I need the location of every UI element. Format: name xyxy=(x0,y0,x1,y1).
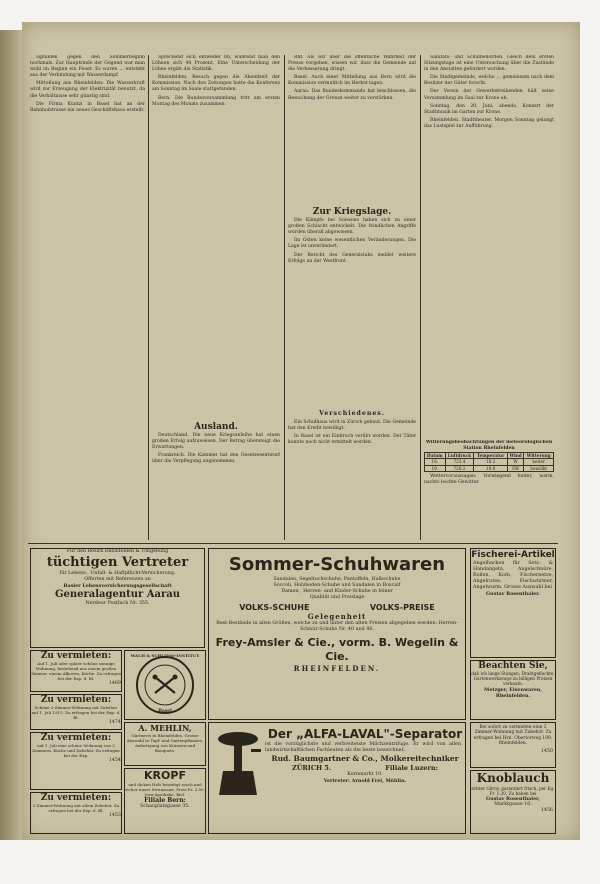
ad-knoblauch xyxy=(470,770,556,834)
ad-text: für Lebens-, Unfall- & Haftpflicht-Versicherung. xyxy=(59,571,176,576)
ad-slogan: VOLKS-SCHUHE xyxy=(239,603,310,612)
column-rule xyxy=(284,55,285,540)
paragraph: Sprechend sich entweder 0b, während man den Löhnen sich 40 Prozent. Eine Unterscheidung der Löhne ergibt die Statistik. xyxy=(152,55,280,73)
ad-title: A. MEHLIN, xyxy=(138,723,192,733)
weather-cell: 18.2 xyxy=(474,459,507,465)
paragraph: Die Kämpfe bei Soissons haben sich zu einer großen Schlacht entwickelt. Die feindlichen Angriffe wurden überall abgewiesen. xyxy=(288,218,416,236)
ad-text: Auf 1. Juli oder später schöne sonnige Wohnung, bestehend aus einem großen Zimmer, einem Alkoven, Küche. Zu erfragen bei der Exp. d. Bl. xyxy=(31,661,121,681)
ad-text: Sandalen, Segeltuchschuhe, Pantoffeln, Halbschuhe xyxy=(273,577,401,582)
ad-firm: Gustav Rosenthaler, xyxy=(485,796,541,803)
war-news-column xyxy=(288,205,416,405)
paragraph: Die Stadtgemeinde, welche ... gemeinsam nach dem Besitzer der Güter forscht. xyxy=(424,75,554,87)
weather-cell: SW xyxy=(507,465,524,471)
ad-branch: Filiale Luzern: xyxy=(385,764,438,772)
ad-text: Schöne 2-Zimmer-Wohnung mit Zubehör auf 1. Juli 1915. Zu erfragen bei der Exp. d. Bl. xyxy=(31,705,121,720)
paragraph: Rhf. Als wir über die öffentliche Wahrheit der Presse vorgehen, wissen wir, dass die Gemeinde auf die Verbesserung dringt. xyxy=(288,55,416,73)
paragraph: Frankreich. Die Kammer hat den Gesetzesentwurf über die Verpflegung angenommen. xyxy=(152,453,280,465)
paragraph: Der Verein der Gewerbetreibenden hält seine Versammlung im Saal zur Krone ab. xyxy=(424,89,554,101)
paragraph: Isphilden gegen den Sommerbeginn nochmals. Zur Hauptrinde der Gegend war man wohl im Beginn ein Feuer. Es waren ... entsteht aus der Verbindung mit Wasserdampf. xyxy=(30,55,145,79)
volks-row xyxy=(209,603,465,612)
ad-title: Der „ALFA-LAVAL"-Separator xyxy=(267,727,463,741)
ad-text: Marktgasse 10. xyxy=(494,802,532,808)
ad-title: Zu vermieten: xyxy=(40,793,112,803)
paragraph: Ein Schulhaus wird in Zürich gebaut. Die Gemeinde hat den Kredit bewilligt. xyxy=(288,420,416,432)
ad-title: Knoblauch xyxy=(476,771,550,785)
paragraph: Wettervoraussagen: Vorwiegend heiter, warm, nachts leichte Gewitter. xyxy=(424,473,554,485)
ad-text: Qualität und Preislage xyxy=(309,595,365,600)
weather-header: Witterung xyxy=(524,453,554,459)
paragraph: Der Bericht des Generalstabs meldet weitere Erfolge an der Westfront. xyxy=(288,252,416,264)
weather-cell: W xyxy=(507,459,524,465)
ad-wach-institut xyxy=(124,650,206,720)
ad-title: Zu vermieten: xyxy=(40,733,112,743)
ad-title: tüchtigen Vertreter xyxy=(46,555,189,570)
ad-number: 1456 xyxy=(540,808,553,814)
ad-zu-vermieten-1 xyxy=(30,650,122,692)
weather-cell: 19. xyxy=(425,465,446,471)
ad-text: echter Gilroy, garantiert frisch, per Kg. Fr. 1.20. Zu haben bei xyxy=(471,786,555,797)
ad-vertreter xyxy=(30,548,205,648)
headline-war: Zur Kriegslage. xyxy=(312,207,392,217)
paragraph: Aarau. Das Bundeskommando hat beschlossen, die Bewachung der Grenze weiter zu verstärken. xyxy=(288,89,416,101)
paragraph: Die Firma Küntzi in Basel hat an der Bahnhofstrasse ein neues Geschäftshaus erstellt. xyxy=(30,101,145,113)
ad-number: 1474 xyxy=(108,720,121,725)
ad-text: Für den Bezirk Rheinfelden & Umgebung xyxy=(66,549,169,554)
ad-town: ZÜRICH 5. xyxy=(291,764,332,772)
ad-text: Vertreter: Arnold Frei, Möhlin. xyxy=(323,778,407,784)
column-rule xyxy=(420,55,421,540)
ad-text: auf 1. Juli eine schöne Wohnung von 3 Zimmern, Küche und Zubehör. Zu erfragen bei der Exp. xyxy=(32,743,120,758)
text-column-3 xyxy=(288,55,416,205)
weather-header: Luftdruck xyxy=(445,453,474,459)
ad-title: KROPF xyxy=(144,769,186,782)
text-column-2 xyxy=(152,55,280,395)
ad-fischerei xyxy=(470,548,556,658)
text-column-4 xyxy=(424,55,554,355)
ad-text: und dicken Hals beseitigt rasch und sicher unser Strumasan. Preis Fr. 2.50. Jura-Apotheke, Biel. xyxy=(125,782,205,797)
paragraph: In Basel ist ein Einbruch verübt worden. Der Täter konnte noch nicht ermittelt werden. xyxy=(288,434,416,446)
ad-title: Fischerei-Artikel xyxy=(471,550,555,560)
ad-bei-sofort xyxy=(470,722,556,768)
weather-title: Witterungsbeobachtungen der meteorologischen Station Rheinfelden xyxy=(425,440,553,452)
ad-mehlin xyxy=(124,722,206,766)
headline-foreign: Ausland. xyxy=(194,422,238,432)
ad-text: Filiale Bern: xyxy=(144,797,186,804)
ad-firm: Metzger, Eisenwaren, Rheinfelden. xyxy=(484,686,542,699)
ad-text: Offerten mit Referenzen an xyxy=(84,577,151,582)
ad-text: Schauplatzgasse 35. xyxy=(140,804,190,809)
weather-cell: 725.4 xyxy=(445,459,474,465)
ad-text: Kornmarkt 10. xyxy=(347,772,383,777)
ad-town: RHEINFELDEN. xyxy=(293,664,381,673)
logo-center-text: Basel xyxy=(158,709,172,714)
weather-table xyxy=(424,452,554,472)
weather-header: Datum xyxy=(425,453,446,459)
paragraph: Deutschland. Die neue Kriegsanleihe hat einen großen Erfolg aufzuweisen. Der Betrag übersteigt die Erwartungen. xyxy=(152,433,280,451)
weather-header: Temperatur xyxy=(474,453,507,459)
ad-text: Gärtnerei in Rheinfelden. Grosse Auswahl in Topf- und Gartenpflanzen. Anfertigung von Kränzen und Bouquets. xyxy=(126,733,204,753)
text-column-1 xyxy=(30,55,145,535)
weather-box xyxy=(424,440,554,540)
mixed-news-column xyxy=(288,408,416,540)
weather-cell: heiter xyxy=(524,459,554,465)
ad-title: Zu vermieten: xyxy=(40,651,112,661)
paragraph: Rheinfelden. Besuch gegen die Abendzeit der Kommission. Nach den Zeitungen hatte die Konferenz am Sonntag im Saale stattgefunden. xyxy=(152,75,280,93)
ad-zu-vermieten-2 xyxy=(30,694,122,730)
ad-firm: Frey-Amsler & Cie., vorm. B. Wegelin & Cie. xyxy=(215,636,459,663)
weather-cell: bewölkt xyxy=(524,465,554,471)
ad-title: Sommer-Schuhwaren xyxy=(228,554,446,575)
ad-zu-vermieten-3 xyxy=(30,732,122,790)
column-rule xyxy=(148,55,149,540)
logo-ring-text: WACH & SCHLIESS-INSTITUT xyxy=(130,653,200,658)
ad-title: Beachten Sie, xyxy=(478,661,548,671)
paragraph: Rheinfelden. Stadttheater. Morgen Sonntag gelangt das Lustspiel zur Aufführung. xyxy=(424,117,554,129)
weather-cell: 726.1 xyxy=(445,465,474,471)
ad-text: Bei sofort zu vermieten eine 2 Zimmer-Wohnung mit Zubehör. Zu erfragen bei Hrn. Obertorweg 189, Rheinfelden. xyxy=(473,725,553,747)
headline-mixed: Verschiedenes. xyxy=(319,410,385,417)
foreign-news-column xyxy=(152,420,280,540)
weather-cell: 19.0 xyxy=(474,465,507,471)
paragraph: Mitteilung aus Rheinfelden: Die Wasserkraft wird zur Erzeugung der Elektrizität benutzt, da die Verhältnisse sehr günstig sind. xyxy=(30,81,145,99)
ad-text: Damen-, Herren- und Kinder-Schuhe in feiner xyxy=(281,589,393,594)
ad-number: 1454 xyxy=(108,758,121,763)
ad-number: 1469 xyxy=(108,681,121,686)
ad-zu-vermieten-4 xyxy=(30,792,122,834)
weather-header: Wind xyxy=(507,453,524,459)
ad-title: Zu vermieten: xyxy=(40,695,112,705)
ad-agency: Generalagentur Aarau xyxy=(54,589,181,600)
ad-slogan: VOLKS-PREISE xyxy=(369,603,435,612)
ad-number: 1450 xyxy=(540,748,553,754)
paragraph: Basel. Auch einer Mitteilung aus Bern wird die Kommission vermutlich im Herbst tagen. xyxy=(288,75,416,87)
ad-company: Basler Lebensversicherungsgesellschaft xyxy=(63,583,172,589)
ad-text: Soccoli, Holzboden-Schuhe und Sandalen in Boxcalf xyxy=(273,583,401,588)
ad-text: Angelhacken für Setz- & Handangeln, Angelschnüre, Rollen, Korb, Fischernetze, Angelruten, Fischwürmer, Angelwurm. Grosse Auswahl bei xyxy=(473,561,553,590)
ad-kropf xyxy=(124,768,206,834)
ad-beachten xyxy=(470,660,556,720)
ad-firm: Rud. Baumgartner & Co., Molkereitechniker xyxy=(271,754,459,763)
ad-text: 2-Zimmer-Wohnung mit allem Zubehör. Zu erfragen bei der Exp. d. Bl. xyxy=(32,803,120,813)
table-row xyxy=(425,465,554,471)
ad-text: Rest-Bestände in allen Größen, welche zu und unter den alten Preisen abgegeben werden: Herren-Schnür-Schuhe Nr. 40 und 46. xyxy=(216,621,458,632)
ads-divider xyxy=(28,543,558,544)
ad-schuhwaren xyxy=(208,548,466,720)
ad-text: Nerdeur Postfach Nr. 355. xyxy=(85,601,150,606)
paragraph: Im Osten keine wesentlichen Veränderungen. Die Lage ist unverändert. xyxy=(288,238,416,250)
separator-machine-icon xyxy=(213,729,263,797)
ad-text: ist die vorzüglichste und verbreitetste Milchzentrifuge. Er wird von allen landwirtschaftlichen Fachleuten als die beste bezeichnet. xyxy=(265,742,461,753)
paragraph: Sonntag, den 20. Juni, abends, Konzert der Stadtmusik im Garten zur Krone. xyxy=(424,103,554,115)
ad-text: daß ich lange Stangen, Drahtgeflechte, Gartenwerkzeuge zu billigen Preisen verkaufe. xyxy=(471,671,555,687)
paragraph: Sanitäts- und Schulbehörden. Gleich dem ersten Sitzungstage ist eine Untersuchung über die Zustände in den Anstalten gefordert worden. xyxy=(424,55,554,73)
ad-number: 1453 xyxy=(108,813,121,818)
weather-cell: 18. xyxy=(425,459,446,465)
ad-subtitle: Gelegenheit xyxy=(307,612,367,621)
ad-firm: Gustav Rosenthaler. xyxy=(486,591,540,597)
ad-alfa-laval xyxy=(208,722,466,834)
paragraph: Bern. Die Bundesversammlung tritt am ersten Montag des Monats zusammen. xyxy=(152,95,280,107)
